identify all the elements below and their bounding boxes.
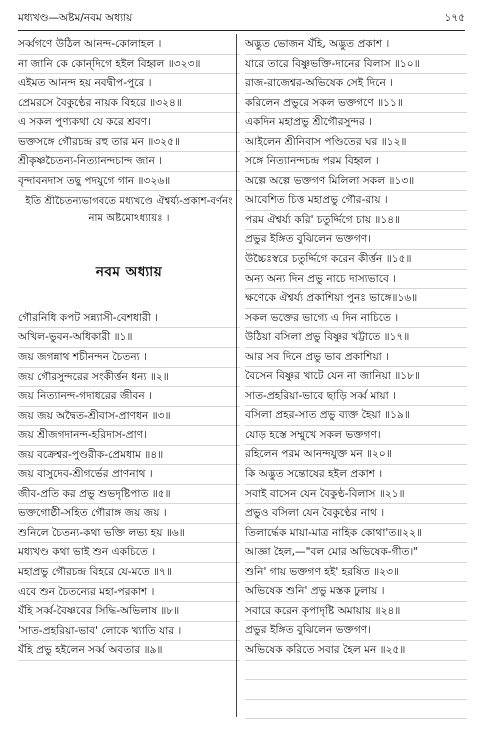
verse-line: জয় জয় অদ্বৈত-শ্রীবাস-প্রাণধন ॥৩॥ <box>18 407 240 427</box>
chapter-colophon: ইতি শ্রীচৈতন্যভাগবতে মধ্যখণ্ডে ঐশ্বর্য্য-প্রকাশ-বর্ণনং নাম অষ্টমোঽধ্যায়ঃ । <box>25 196 233 225</box>
verse-line: তিলার্দ্ধেক মায়া-মাত্র নাহিক কোথা'ত॥২২॥ <box>245 524 467 544</box>
verse-line: মধ্যখণ্ড কথা ভাই শুন একচিতে । <box>18 543 240 563</box>
verse-line: বসিলা প্রহর-সাত প্রভু ব্যক্ত হৈয়া ॥১৯॥ <box>245 406 467 426</box>
verse-line: ভক্তগোষ্ঠী-সহিত গৌরাঙ্গ জয় জয় । <box>18 504 240 524</box>
verse-line: শ্রীকৃষ্ণচৈতন্য-নিত্যানন্দচান্দ জান । <box>18 152 240 172</box>
verse-line: সঙ্গে নিত্যানন্দচন্দ্র পরম বিহ্বল । <box>245 152 467 172</box>
page-header <box>18 10 465 28</box>
verse-line: অল্পে অল্পে ভক্তগণ মিলিলা সকল ॥১৩॥ <box>245 172 467 192</box>
verse-line: প্রভুর ইঙ্গিত বুঝিলেন ভক্তগণ। <box>245 230 467 250</box>
verse-line: ক্ষণেকে ঐশ্বর্য্য প্রকাশিয়া পুনঃ ভাঙ্গে॥১৬॥ <box>245 289 467 309</box>
verse-line: প্রভুর ইঙ্গিত বুঝিলেন ভক্তগণ। <box>245 621 467 641</box>
verse-line: এ সকল পুণ্যকথা যে করে শ্রবণ। <box>18 113 240 133</box>
verse-line: সবারে করেন কৃপাদৃষ্টি অমায়ায় ॥২৪॥ <box>245 602 467 622</box>
header-rule <box>18 30 465 31</box>
verse-line: শুনি' গায় ভক্তগণ হই' হরষিত ॥২৩॥ <box>245 563 467 583</box>
verse-line: অখিল-ভুবন-অধিকারী ॥১॥ <box>18 328 240 348</box>
verse-line: গৌরনিধি কপট সন্ন্যাসী-বেশধারী । <box>18 309 240 329</box>
verse-line: সবাই বাসেন যেন বৈকুণ্ঠ-বিলাস ॥২১॥ <box>245 485 467 505</box>
verse-line: বৃন্দাবনদাস তছু পদযুগে গান ॥৩২৬॥ <box>18 172 240 192</box>
verse-line: জয় জগন্নাথ শচীনন্দন চৈতন্য । <box>18 348 240 368</box>
running-title: মধ্যখণ্ড—অষ্টম/নবম অধ্যায় <box>18 11 133 24</box>
verse-line: 'সাত-প্রহরিয়া-ভাব' লোকে খ্যাতি যার । <box>18 622 240 642</box>
verse-line: সাত-প্রহরিয়া-ভাবে ছাড়ি সর্ব্ব মায়া । <box>245 387 467 407</box>
verse-line <box>245 700 467 720</box>
verse-line: সকল ভক্তের ভাগ্যে এ দিন নাচিতে । <box>245 309 467 329</box>
verse-line: যারে তারে বিষ্ণুভক্তি-দানের বিলাস ॥১০॥ <box>245 55 467 75</box>
verse-line: জয় নিত্যানন্দ-গদাধরের জীবন । <box>18 387 240 407</box>
verse-line: জীব-প্রতি কর প্রভু শুভদৃষ্টিপাত ॥৫॥ <box>18 485 240 505</box>
verse-line: অভিষেক করিতে সবার হৈল মন ॥২৫॥ <box>245 641 467 661</box>
verse-line: এইমত আনন্দ হয় নবদ্বীপ-পুরে । <box>18 74 240 94</box>
verse-line: একদিন মহাপ্রভু শ্রীগৌরসুন্দর । <box>245 113 467 133</box>
chapter-title: নবম অধ্যায় <box>95 264 163 281</box>
page-number: ১৭৫ <box>444 11 465 24</box>
verse-line: না জানি কে কোন্‌দিগে হইল বিহ্বল ॥৩২৩॥ <box>18 55 240 75</box>
verse-line: মহাপ্রভু গৌরচন্দ্র বিহরে যে-মতে ॥৭॥ <box>18 563 240 583</box>
verse-line: জয় শ্রীজগদানন্দ-হরিদাস-প্রাণ। <box>18 426 240 446</box>
right-column <box>245 35 467 719</box>
verse-line: অন্য অন্য দিন প্রভু নাচে দাস্যভাবে । <box>245 270 467 290</box>
verse-line <box>245 680 467 700</box>
verse-line <box>245 661 467 681</box>
verse-line: আজ্ঞা হৈল,—"বল মোর অভিষেক-গীত।" <box>245 543 467 563</box>
verse-line: যঁহি প্রভু হইলেন সর্ব্ব অবতার ॥৯॥ <box>18 641 240 661</box>
verse-line: রহিলেন পরম আনন্দযুক্ত মন ॥২০॥ <box>245 445 467 465</box>
verse-line: জয় বাসুদেব-শ্রীগর্ভের প্রাণনাথ । <box>18 465 240 485</box>
verse-line: অদ্ভুত ভোজন যঁহি, অদ্ভুত প্রকাশ । <box>245 35 467 55</box>
verse-line: কি অদ্ভুত সন্তোষের হইল প্রকাশ । <box>245 465 467 485</box>
verse-line: এবে শুন চৈতন্যের মহা-পরকাশ । <box>18 583 240 603</box>
verse-line: জয় গৌরসুন্দরের সংকীর্ত্তন ধন্য ॥২॥ <box>18 368 240 388</box>
verse-line: অভিষেক শুনি' প্রভু মস্তক ঢুলায় । <box>245 582 467 602</box>
verse-line: আবেশিত চিত্ত মহাপ্রভু গৌর-রায় । <box>245 191 467 211</box>
verse-line: আইলেন শ্রীনিবাস পণ্ডিতের ঘর ॥১২॥ <box>245 133 467 153</box>
left-column <box>18 35 240 661</box>
verse-line: বৈসেন বিষ্ণুর খাটে যেন না জানিয়া ॥১৮॥ <box>245 367 467 387</box>
verse-line: যঁহি সর্ব্ব-বৈষ্ণবের সিদ্ধি-অভিলাষ ॥৮॥ <box>18 602 240 622</box>
verse-line: পরম ঐশ্বর্য্য করি' চতুর্দ্দিগে চায় ॥১৪॥ <box>245 211 467 231</box>
verse-line: প্রেমরসে বৈকুণ্ঠের নায়ক বিহরে ॥৩২৪॥ <box>18 94 240 114</box>
verse-line: করিলেন প্রভুরে সকল ভক্তগণে ॥১১॥ <box>245 94 467 114</box>
verse-line: যোড় হস্তে সম্মুখে সকল ভক্তগণ। <box>245 426 467 446</box>
verse-line: রাজ-রাজেশ্বর-অভিষেক সেই দিনে । <box>245 74 467 94</box>
verse-line: শুনিলে চৈতন্য-কথা ভক্তি লভ্য হয় ॥৬॥ <box>18 524 240 544</box>
verse-line: সর্ব্বগণে উঠিল আনন্দ-কোলাহল । <box>18 35 240 55</box>
column-divider <box>236 34 237 717</box>
verse-line: প্রভুও বসিলা যেন বৈকুণ্ঠের নাথ । <box>245 504 467 524</box>
verse-line: উচ্চৈঃস্বরে চতুর্দ্দিগে করেন কীর্ত্তন ॥১৫॥ <box>245 250 467 270</box>
verse-line: উঠিয়া বসিলা প্রভু বিষ্ণুর খট্টাতে ॥১৭॥ <box>245 328 467 348</box>
verse-line: ভক্তসঙ্গে গৌরচন্দ্র রহু তার মন ॥৩২৫॥ <box>18 133 240 153</box>
verse-line: জয় বক্রেশ্বর-পুণ্ডরীক-প্রেমধাম ॥৪॥ <box>18 446 240 466</box>
verse-line: আর সব দিনে প্রভু ভাব প্রকাশিয়া । <box>245 348 467 368</box>
